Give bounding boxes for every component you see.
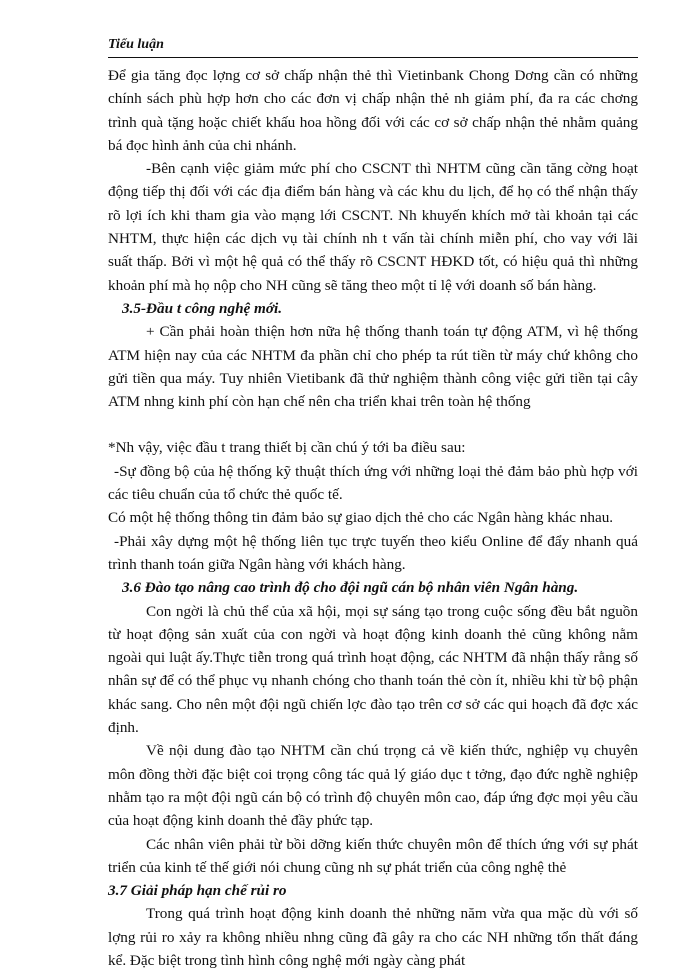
bullet-online-text: Phải xây dựng một hệ thống liên tục trực tuyến theo kiểu Online để đẩy nhanh quá trình thanh toán giữa Ngân hàng với khách hàng. [108, 532, 638, 573]
bullet-dash: - [146, 160, 152, 178]
paragraph-atm: + Cần phải hoàn thiện hơn nữa hệ thống thanh toán tự động ATM, vì hệ thống ATM hiện nay của các NHTM đa phần chỉ cho phép ta rút tiền từ máy chứ không cho gửi tiền qua máy. Tuy nhiên Vietibank đã thử nghiệm thành công việc gửi tiền tại cây ATM nhng kinh phí còn hạn chế nên cha triển khai trên toàn hệ thống [108, 323, 638, 411]
paragraph-staff-development: Các nhân viên phải từ bồi dỡng kiến thức chuyên môn để thích ứng với sự phát triển của kinh tế thế giới nói chung cũng nh sự phát triển của công nghệ thẻ [108, 835, 638, 876]
paragraph-people: Con ngời là chủ thể của xã hội, mọi sự sáng tạo trong cuộc sống đều bắt nguồn từ hoạt động sản xuất của con ngời và hoạt động kinh doanh thẻ cũng không nằm ngoài qui luật ấy.Thực tiễn trong quá trình hoạt động, các NHTM đã nhận thấy rằng số nhân sự để có thể phục vụ nhanh chóng cho thanh toán thẻ còn ít, nhiều khi từ bộ phận khác sang. Cho nên một đội ngũ chiến lợc đào tạo trên cơ sở các qui hoạch đã đợc xác định. [108, 602, 638, 737]
bullet-marketing [108, 157, 638, 297]
paragraph-risk: Trong quá trình hoạt động kinh doanh thẻ những năm vừa qua mặc dù với số lợng rủi ro xảy ra không nhiều nhng cũng đã gây ra cho các NH những tổn thất đáng kể. Đặc biệt trong tình hình công nghệ mới ngày càng phát [108, 905, 638, 969]
bullet-sync-text: Sự đồng bộ của hệ thống kỹ thuật thích ứng với những loại thẻ đảm bảo phù hợp với các tiêu chuẩn của tổ chức thẻ quốc tế. [108, 462, 638, 504]
section-heading-3-6: 3.6 Đào tạo nâng cao trình độ cho đội ngũ cán bộ nhân viên Ngân hàng. [122, 579, 579, 597]
section-heading-3-7: 3.7 Giải pháp hạn chế rủi ro [108, 882, 287, 900]
paragraph-gap [108, 413, 638, 436]
document-body [108, 64, 638, 972]
bullet-marketing-text: Bên cạnh việc giảm mức phí cho CSCNT thì NHTM cũng cần tăng cờng hoạt động tiếp thị đối với các địa điểm bán hàng và các khu du lịch, để họ có thể nhận thấy rõ lợi ích khi tham gia vào mạng lới CSCNT. Nh khuyến khích mở tài khoản tại các NHTM, thực hiện các dịch vụ tài chính nh t vấn tài chính miễn phí, cho vay với lãi suất thấp. Bởi vì một hệ quả có thể thấy rõ CSCNT HĐKD tốt, có hiệu quả thì những khoản phí mà họ nộp cho NH cũng sẽ tăng theo một tỉ lệ với doanh số bán hàng. [108, 160, 638, 294]
bullet-sync [108, 460, 638, 507]
paragraph-training-content: Về nội dung đào tạo NHTM cần chú trọng cả về kiến thức, nghiệp vụ chuyên môn đồng thời đặc biệt coi trọng công tác quả lý giáo dục t tởng, đạo đức nghề nghiệp nhằm tạo ra một đội ngũ cán bộ có trình độ chuyên môn cao, đáp ứng đợc mọi yêu cầu của hoạt động kinh doanh thẻ đầy phức tạp. [108, 742, 638, 830]
section-heading-3-5: 3.5-Đầu t công nghệ mới. [122, 299, 283, 317]
header-title: Tiểu luận [108, 37, 164, 52]
page-header [108, 37, 638, 58]
paragraph-acceptance-units: Để gia tăng đọc lợng cơ sở chấp nhận thẻ thì Vietinbank Chong Dơng cần có những chính sách phù hợp hơn cho các đơn vị chấp nhận thẻ nh giảm phí, đa ra các chơng trình quà tặng hoặc chiết khấu hoa hồng đối với các cơ sở chấp nhận thẻ nhằm quảng bá đọc hình ảnh của chi nhánh. [108, 67, 638, 154]
paragraph-three-points: *Nh vậy, việc đầu t trang thiết bị cần chú ý tới ba điều sau: [108, 439, 466, 457]
paragraph-info-system: Có một hệ thống thông tin đảm bảo sự giao dịch thẻ cho các Ngân hàng khác nhau. [108, 509, 614, 527]
bullet-dash: - [114, 462, 120, 480]
bullet-online [108, 530, 638, 577]
bullet-dash: - [114, 532, 120, 550]
